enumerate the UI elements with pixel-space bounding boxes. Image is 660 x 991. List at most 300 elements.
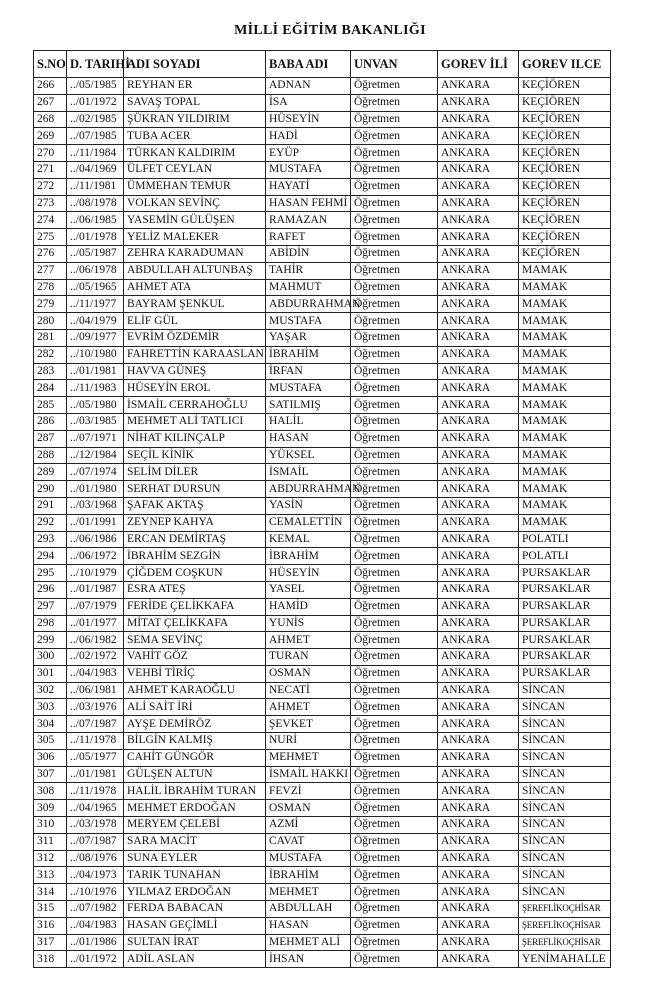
cell-father-name: YASEL <box>266 581 351 598</box>
cell-district: KEÇİÖREN <box>519 178 611 195</box>
cell-birth-date: ../03/1978 <box>67 817 124 834</box>
header-full-name: ADI SOYADI <box>124 51 266 78</box>
cell-district: KEÇİÖREN <box>519 212 611 229</box>
cell-title: Öğretmen <box>351 161 438 178</box>
cell-sno: 294 <box>34 548 67 565</box>
cell-province: ANKARA <box>438 867 519 884</box>
cell-title: Öğretmen <box>351 397 438 414</box>
cell-province: ANKARA <box>438 514 519 531</box>
cell-full-name: YELİZ MALEKER <box>124 229 266 246</box>
cell-full-name: MEHMET ALİ TATLICI <box>124 413 266 430</box>
cell-district: KEÇİÖREN <box>519 229 611 246</box>
cell-full-name: SARA MACİT <box>124 833 266 850</box>
cell-district: KEÇİÖREN <box>519 145 611 162</box>
table-row <box>34 111 611 128</box>
table-row <box>34 884 611 901</box>
cell-birth-date: ../01/1972 <box>67 94 124 111</box>
table-row <box>34 901 611 918</box>
cell-sno: 272 <box>34 178 67 195</box>
cell-full-name: MİTAT ÇELİKKAFA <box>124 615 266 632</box>
table-row <box>34 699 611 716</box>
cell-district: MAMAK <box>519 447 611 464</box>
cell-birth-date: ../08/1978 <box>67 195 124 212</box>
cell-province: ANKARA <box>438 380 519 397</box>
cell-district: ŞEREFLİKOÇHİSAR <box>519 917 611 934</box>
cell-province: ANKARA <box>438 178 519 195</box>
cell-province: ANKARA <box>438 783 519 800</box>
cell-sno: 284 <box>34 380 67 397</box>
personnel-table <box>33 50 611 968</box>
cell-district: YENİMAHALLE <box>519 951 611 968</box>
cell-title: Öğretmen <box>351 212 438 229</box>
cell-full-name: AYŞE DEMİRÖZ <box>124 716 266 733</box>
cell-province: ANKARA <box>438 581 519 598</box>
table-row <box>34 615 611 632</box>
cell-father-name: MUSTAFA <box>266 161 351 178</box>
cell-title: Öğretmen <box>351 649 438 666</box>
table-row <box>34 447 611 464</box>
cell-title: Öğretmen <box>351 833 438 850</box>
cell-title: Öğretmen <box>351 565 438 582</box>
cell-province: ANKARA <box>438 649 519 666</box>
cell-district: KEÇİÖREN <box>519 94 611 111</box>
cell-province: ANKARA <box>438 363 519 380</box>
cell-birth-date: ../01/1972 <box>67 951 124 968</box>
table-row <box>34 497 611 514</box>
cell-sno: 309 <box>34 800 67 817</box>
cell-province: ANKARA <box>438 245 519 262</box>
cell-province: ANKARA <box>438 161 519 178</box>
cell-province: ANKARA <box>438 632 519 649</box>
cell-title: Öğretmen <box>351 901 438 918</box>
cell-district: SİNCAN <box>519 733 611 750</box>
cell-province: ANKARA <box>438 145 519 162</box>
table-row <box>34 380 611 397</box>
cell-district: PURSAKLAR <box>519 581 611 598</box>
cell-father-name: İRFAN <box>266 363 351 380</box>
cell-title: Öğretmen <box>351 481 438 498</box>
cell-province: ANKARA <box>438 833 519 850</box>
cell-title: Öğretmen <box>351 430 438 447</box>
cell-province: ANKARA <box>438 313 519 330</box>
cell-full-name: SERHAT DURSUN <box>124 481 266 498</box>
header-district: GOREV ILCE <box>519 51 611 78</box>
cell-sno: 268 <box>34 111 67 128</box>
cell-full-name: REYHAN ER <box>124 78 266 95</box>
cell-father-name: İHSAN <box>266 951 351 968</box>
cell-title: Öğretmen <box>351 817 438 834</box>
cell-full-name: ÜLFET CEYLAN <box>124 161 266 178</box>
cell-district: PURSAKLAR <box>519 665 611 682</box>
table-row <box>34 329 611 346</box>
cell-full-name: EVRİM ÖZDEMİR <box>124 329 266 346</box>
cell-title: Öğretmen <box>351 632 438 649</box>
cell-birth-date: ../07/1979 <box>67 598 124 615</box>
table-row <box>34 279 611 296</box>
cell-title: Öğretmen <box>351 514 438 531</box>
table-row <box>34 716 611 733</box>
cell-birth-date: ../04/1979 <box>67 313 124 330</box>
cell-father-name: ADNAN <box>266 78 351 95</box>
cell-full-name: TARIK TUNAHAN <box>124 867 266 884</box>
cell-district: MAMAK <box>519 279 611 296</box>
cell-title: Öğretmen <box>351 78 438 95</box>
table-header-row <box>34 51 611 78</box>
table-row <box>34 464 611 481</box>
cell-sno: 279 <box>34 296 67 313</box>
cell-father-name: HASAN FEHMİ <box>266 195 351 212</box>
cell-title: Öğretmen <box>351 229 438 246</box>
cell-full-name: VAHİT GÖZ <box>124 649 266 666</box>
cell-father-name: İSA <box>266 94 351 111</box>
cell-province: ANKARA <box>438 766 519 783</box>
cell-district: SİNCAN <box>519 766 611 783</box>
cell-title: Öğretmen <box>351 128 438 145</box>
table-row <box>34 800 611 817</box>
cell-father-name: ABDULLAH <box>266 901 351 918</box>
cell-district: SİNCAN <box>519 682 611 699</box>
cell-title: Öğretmen <box>351 699 438 716</box>
cell-father-name: HÜSEYİN <box>266 111 351 128</box>
cell-full-name: SUNA EYLER <box>124 850 266 867</box>
cell-province: ANKARA <box>438 128 519 145</box>
cell-father-name: CAVAT <box>266 833 351 850</box>
cell-birth-date: ../11/1984 <box>67 145 124 162</box>
cell-birth-date: ../12/1984 <box>67 447 124 464</box>
cell-district: SİNCAN <box>519 716 611 733</box>
cell-sno: 277 <box>34 262 67 279</box>
cell-birth-date: ../02/1985 <box>67 111 124 128</box>
table-row <box>34 682 611 699</box>
cell-father-name: ABİDİN <box>266 245 351 262</box>
cell-birth-date: ../01/1981 <box>67 766 124 783</box>
table-row <box>34 598 611 615</box>
cell-district: SİNCAN <box>519 800 611 817</box>
table-row <box>34 195 611 212</box>
cell-full-name: SELİM DİLER <box>124 464 266 481</box>
cell-sno: 301 <box>34 665 67 682</box>
cell-father-name: MEHMET <box>266 749 351 766</box>
cell-title: Öğretmen <box>351 665 438 682</box>
cell-full-name: ADİL ASLAN <box>124 951 266 968</box>
cell-sno: 313 <box>34 867 67 884</box>
cell-birth-date: ../04/1983 <box>67 917 124 934</box>
cell-birth-date: ../01/1986 <box>67 934 124 951</box>
cell-birth-date: ../04/1973 <box>67 867 124 884</box>
table-row <box>34 951 611 968</box>
cell-district: MAMAK <box>519 346 611 363</box>
cell-district: MAMAK <box>519 380 611 397</box>
cell-title: Öğretmen <box>351 682 438 699</box>
cell-district: MAMAK <box>519 464 611 481</box>
cell-province: ANKARA <box>438 481 519 498</box>
cell-province: ANKARA <box>438 884 519 901</box>
cell-birth-date: ../07/1987 <box>67 716 124 733</box>
table-row <box>34 649 611 666</box>
cell-title: Öğretmen <box>351 951 438 968</box>
cell-birth-date: ../01/1980 <box>67 481 124 498</box>
cell-sno: 311 <box>34 833 67 850</box>
document-title: MİLLİ EĞİTİM BAKANLIĞI <box>234 23 426 38</box>
cell-sno: 300 <box>34 649 67 666</box>
cell-province: ANKARA <box>438 447 519 464</box>
table-row <box>34 128 611 145</box>
table-row <box>34 665 611 682</box>
cell-title: Öğretmen <box>351 800 438 817</box>
cell-full-name: SAVAŞ TOPAL <box>124 94 266 111</box>
cell-title: Öğretmen <box>351 749 438 766</box>
cell-district: MAMAK <box>519 262 611 279</box>
cell-full-name: FERDA BABACAN <box>124 901 266 918</box>
cell-birth-date: ../10/1976 <box>67 884 124 901</box>
cell-sno: 286 <box>34 413 67 430</box>
cell-district: SİNCAN <box>519 867 611 884</box>
cell-father-name: TURAN <box>266 649 351 666</box>
cell-full-name: FAHRETTİN KARAASLAN <box>124 346 266 363</box>
cell-sno: 282 <box>34 346 67 363</box>
cell-full-name: ERCAN DEMİRTAŞ <box>124 531 266 548</box>
cell-father-name: AHMET <box>266 632 351 649</box>
cell-birth-date: ../05/1980 <box>67 397 124 414</box>
cell-title: Öğretmen <box>351 548 438 565</box>
cell-district: ŞEREFLİKOÇHİSAR <box>519 934 611 951</box>
cell-full-name: SEMA SEVİNÇ <box>124 632 266 649</box>
table-row <box>34 850 611 867</box>
cell-province: ANKARA <box>438 665 519 682</box>
cell-title: Öğretmen <box>351 598 438 615</box>
cell-full-name: HALİL İBRAHİM TURAN <box>124 783 266 800</box>
cell-full-name: VOLKAN SEVİNÇ <box>124 195 266 212</box>
cell-district: SİNCAN <box>519 749 611 766</box>
cell-father-name: HASAN <box>266 430 351 447</box>
cell-father-name: RAFET <box>266 229 351 246</box>
table-row <box>34 212 611 229</box>
cell-district: KEÇİÖREN <box>519 128 611 145</box>
cell-full-name: MEHMET ERDOĞAN <box>124 800 266 817</box>
cell-father-name: MUSTAFA <box>266 313 351 330</box>
cell-full-name: AHMET ATA <box>124 279 266 296</box>
cell-sno: 283 <box>34 363 67 380</box>
cell-sno: 273 <box>34 195 67 212</box>
cell-title: Öğretmen <box>351 346 438 363</box>
cell-title: Öğretmen <box>351 884 438 901</box>
cell-district: PURSAKLAR <box>519 598 611 615</box>
cell-sno: 290 <box>34 481 67 498</box>
cell-father-name: YÜKSEL <box>266 447 351 464</box>
cell-sno: 280 <box>34 313 67 330</box>
cell-birth-date: ../01/1977 <box>67 615 124 632</box>
cell-province: ANKARA <box>438 800 519 817</box>
cell-full-name: GÜLŞEN ALTUN <box>124 766 266 783</box>
cell-title: Öğretmen <box>351 413 438 430</box>
cell-birth-date: ../11/1977 <box>67 296 124 313</box>
cell-father-name: EYÜP <box>266 145 351 162</box>
header-birth-date: D. TARIHİ <box>67 51 124 78</box>
cell-district: KEÇİÖREN <box>519 111 611 128</box>
table-row <box>34 548 611 565</box>
cell-title: Öğretmen <box>351 615 438 632</box>
cell-birth-date: ../01/1991 <box>67 514 124 531</box>
cell-sno: 270 <box>34 145 67 162</box>
cell-sno: 274 <box>34 212 67 229</box>
cell-birth-date: ../05/1985 <box>67 78 124 95</box>
header-title: UNVAN <box>351 51 438 78</box>
cell-province: ANKARA <box>438 699 519 716</box>
cell-birth-date: ../11/1981 <box>67 178 124 195</box>
cell-sno: 271 <box>34 161 67 178</box>
cell-full-name: ŞAFAK AKTAŞ <box>124 497 266 514</box>
cell-district: SİNCAN <box>519 850 611 867</box>
cell-province: ANKARA <box>438 262 519 279</box>
cell-province: ANKARA <box>438 346 519 363</box>
cell-title: Öğretmen <box>351 917 438 934</box>
table-row <box>34 833 611 850</box>
table-row <box>34 817 611 834</box>
cell-full-name: ŞÜKRAN YILDIRIM <box>124 111 266 128</box>
cell-sno: 303 <box>34 699 67 716</box>
cell-father-name: HALİL <box>266 413 351 430</box>
cell-sno: 318 <box>34 951 67 968</box>
cell-district: PURSAKLAR <box>519 565 611 582</box>
cell-full-name: BİLGİN KALMIŞ <box>124 733 266 750</box>
cell-province: ANKARA <box>438 548 519 565</box>
cell-father-name: OSMAN <box>266 800 351 817</box>
cell-full-name: ÇİĞDEM COŞKUN <box>124 565 266 582</box>
cell-full-name: ESRA ATEŞ <box>124 581 266 598</box>
cell-father-name: FEVZİ <box>266 783 351 800</box>
cell-father-name: HASAN <box>266 917 351 934</box>
cell-province: ANKARA <box>438 397 519 414</box>
cell-province: ANKARA <box>438 565 519 582</box>
cell-district: MAMAK <box>519 363 611 380</box>
cell-district: SİNCAN <box>519 833 611 850</box>
cell-full-name: BAYRAM ŞENKUL <box>124 296 266 313</box>
cell-province: ANKARA <box>438 531 519 548</box>
cell-sno: 299 <box>34 632 67 649</box>
cell-father-name: MUSTAFA <box>266 380 351 397</box>
cell-province: ANKARA <box>438 296 519 313</box>
table-row <box>34 262 611 279</box>
table-row <box>34 245 611 262</box>
cell-title: Öğretmen <box>351 447 438 464</box>
table-row <box>34 94 611 111</box>
cell-district: MAMAK <box>519 329 611 346</box>
cell-sno: 285 <box>34 397 67 414</box>
cell-father-name: HADİ <box>266 128 351 145</box>
cell-full-name: SULTAN İRAT <box>124 934 266 951</box>
cell-full-name: ABDULLAH ALTUNBAŞ <box>124 262 266 279</box>
cell-father-name: İSMAİL HAKKI <box>266 766 351 783</box>
cell-full-name: YASEMİN GÜLÜŞEN <box>124 212 266 229</box>
cell-birth-date: ../06/1972 <box>67 548 124 565</box>
cell-birth-date: ../03/1985 <box>67 413 124 430</box>
cell-title: Öğretmen <box>351 531 438 548</box>
cell-sno: 305 <box>34 733 67 750</box>
cell-district: PURSAKLAR <box>519 632 611 649</box>
cell-birth-date: ../06/1978 <box>67 262 124 279</box>
cell-birth-date: ../01/1978 <box>67 229 124 246</box>
cell-full-name: HÜSEYİN EROL <box>124 380 266 397</box>
cell-birth-date: ../07/1971 <box>67 430 124 447</box>
cell-district: MAMAK <box>519 430 611 447</box>
cell-father-name: ŞEVKET <box>266 716 351 733</box>
cell-title: Öğretmen <box>351 245 438 262</box>
cell-full-name: CAHİT GÜNGÖR <box>124 749 266 766</box>
cell-title: Öğretmen <box>351 850 438 867</box>
cell-title: Öğretmen <box>351 464 438 481</box>
cell-title: Öğretmen <box>351 195 438 212</box>
cell-title: Öğretmen <box>351 497 438 514</box>
cell-province: ANKARA <box>438 917 519 934</box>
cell-title: Öğretmen <box>351 313 438 330</box>
cell-sno: 289 <box>34 464 67 481</box>
cell-full-name: FERİDE ÇELİKKAFA <box>124 598 266 615</box>
cell-province: ANKARA <box>438 329 519 346</box>
cell-sno: 266 <box>34 78 67 95</box>
table-row <box>34 161 611 178</box>
cell-sno: 295 <box>34 565 67 582</box>
table-row <box>34 397 611 414</box>
cell-birth-date: ../10/1979 <box>67 565 124 582</box>
cell-title: Öğretmen <box>351 111 438 128</box>
cell-sno: 278 <box>34 279 67 296</box>
cell-father-name: TAHİR <box>266 262 351 279</box>
cell-full-name: MERYEM ÇELEBİ <box>124 817 266 834</box>
cell-province: ANKARA <box>438 901 519 918</box>
cell-province: ANKARA <box>438 279 519 296</box>
cell-title: Öğretmen <box>351 380 438 397</box>
cell-province: ANKARA <box>438 934 519 951</box>
cell-title: Öğretmen <box>351 716 438 733</box>
table-row <box>34 766 611 783</box>
cell-full-name: ZEHRA KARADUMAN <box>124 245 266 262</box>
cell-father-name: NURİ <box>266 733 351 750</box>
cell-birth-date: ../07/1982 <box>67 901 124 918</box>
cell-birth-date: ../06/1981 <box>67 682 124 699</box>
cell-sno: 267 <box>34 94 67 111</box>
cell-title: Öğretmen <box>351 733 438 750</box>
table-row <box>34 917 611 934</box>
cell-father-name: CEMALETTİN <box>266 514 351 531</box>
cell-father-name: YASİN <box>266 497 351 514</box>
cell-province: ANKARA <box>438 94 519 111</box>
cell-birth-date: ../11/1978 <box>67 783 124 800</box>
cell-father-name: MUSTAFA <box>266 850 351 867</box>
cell-sno: 281 <box>34 329 67 346</box>
cell-father-name: YAŞAR <box>266 329 351 346</box>
cell-sno: 314 <box>34 884 67 901</box>
table-row <box>34 481 611 498</box>
cell-province: ANKARA <box>438 464 519 481</box>
cell-province: ANKARA <box>438 733 519 750</box>
cell-sno: 298 <box>34 615 67 632</box>
cell-birth-date: ../05/1965 <box>67 279 124 296</box>
table-row <box>34 867 611 884</box>
cell-district: SİNCAN <box>519 817 611 834</box>
cell-full-name: TUBA ACER <box>124 128 266 145</box>
cell-sno: 316 <box>34 917 67 934</box>
table-row <box>34 733 611 750</box>
table-row <box>34 783 611 800</box>
cell-birth-date: ../03/1976 <box>67 699 124 716</box>
table-row <box>34 313 611 330</box>
cell-district: KEÇİÖREN <box>519 161 611 178</box>
table-row <box>34 531 611 548</box>
table-row <box>34 145 611 162</box>
cell-father-name: MEHMET ALİ <box>266 934 351 951</box>
cell-father-name: İBRAHİM <box>266 346 351 363</box>
cell-father-name: HÜSEYİN <box>266 565 351 582</box>
